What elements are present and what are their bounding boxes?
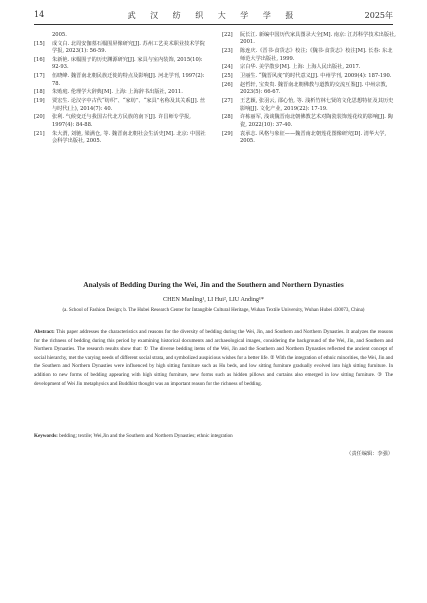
english-title: Analysis of Bedding During the Wei, Jin and the Southern and Northern Dynasties: [83, 280, 344, 289]
reference-item: [34, 114, 208, 129]
reference-column-right: [222, 32, 396, 147]
english-abstract: [34, 328, 393, 388]
reference-text: 成文白. 北周安伽墓石榻围屏像研究[J]. 苏州工艺美术职业技术学院学报, 2023(1): 56-59.: [52, 40, 205, 55]
reference-number: [16]: [34, 57, 45, 63]
reference-number: [18]: [34, 89, 45, 96]
reference-number: [26]: [222, 82, 233, 88]
running-header: [34, 10, 393, 22]
reference-text: 贾宏生. 论汉字中古代“纺织”、“家纺”、“家具”名称及其关系[J]. 丝与时代(上), 2014(7): 40.: [52, 98, 206, 112]
reference-text: 王艺颖, 张羽云, 邵心怡, 等. 浅析竹林七贤的文化思想特征及其历史影响[J]. 文化产业, 2019(22): 17-19.: [240, 98, 394, 112]
abstract-label: Abstract:: [34, 329, 55, 335]
reference-number: [22]: [222, 32, 233, 38]
reference-item: [222, 131, 396, 146]
reference-text: 陈连庆.《晋书·食货志》校注;《魏书·食货志》校注[M]. 长春: 东北师范大学出版社, 1999.: [240, 48, 393, 62]
reference-number: [23]: [222, 48, 233, 55]
keywords-text: bedding; textile; Wei,Jin and the Southern and Northern Dynasties; ethnic integration: [59, 433, 233, 439]
reference-number: [29]: [222, 130, 233, 137]
reference-number: [19]: [34, 98, 45, 105]
journal-name: 武 汉 纺 织 大 学 学 报: [127, 11, 300, 20]
reference-number: [21]: [34, 130, 45, 137]
responsible-editor: （责任编辑：李强）: [346, 451, 393, 457]
reference-item: [222, 64, 396, 71]
reference-item: [34, 41, 208, 56]
reference-item: [222, 48, 396, 63]
reference-number: [20]: [34, 114, 45, 121]
reference-item: [34, 98, 208, 113]
reference-text: 朱新艳. 床榻围子的历史渊源研究[J]. 家具与室内装饰, 2015(10): 92-93.: [52, 57, 203, 71]
keywords-label: Keywords:: [34, 433, 58, 439]
reference-item: [222, 82, 396, 97]
reference-number: [28]: [222, 114, 233, 121]
reference-item: [222, 98, 396, 113]
reference-number: [15]: [34, 40, 45, 47]
abstract-text: This paper addresses the characteristics and reasons for the diversity of bedding during the Wei, Jin, and Southern and Northern Dynasties. It analyzes the reasons for the richness of bedding during this period by examining historical documents and archaeological images, considering the background of the Wei, Jin, and Southern and Northern Dynasties. The research results show that: ① The diverse bedding items of the Wei, Jin and the Southern and Northern Dynasties reflected the ancient concept of social hierarchy, met the varying needs of different social strata, and symbolized auspicious wishes for a better life. ② With the integration of ethnic minorities, the Wei, Jin and the Southern and Northern Dynasties were influenced by high sitting furniture such as Hu beds, and low sitting furniture gradually evolved into high sitting furniture. In addition to new forms of bedding appearing with high sitting furniture, new forms such as hidden pillows and curtains also emerged in low sitting furniture. ③ The development of Wei Jin metaphysics and Buddhist thought was an important reason for the richness of bedding.: [34, 329, 393, 387]
reference-item: [222, 32, 396, 47]
reference-item: [34, 89, 208, 96]
reference-number: [27]: [222, 98, 233, 105]
reference-number: [25]: [222, 73, 233, 80]
reference-column-left: [34, 32, 208, 147]
reference-text: 赵哲轩, 宝贵贵. 魏晋南北朝佛教与道教的交流互鉴[J]. 中州宗教, 2023(5): 66-67.: [240, 82, 388, 96]
reference-number: [24]: [222, 64, 233, 71]
reference-text: 阮长江. 新编中国历代家具图录大全[M]. 南京: 江苏科学技术出版社, 2001.: [240, 32, 396, 46]
reference-text: 朱大渭, 刘驰, 梁满仓, 等. 魏晋南北朝社会生活史[M]. 北京: 中国社会科学出版社, 2005.: [52, 130, 206, 145]
reference-number: [17]: [34, 73, 45, 80]
reference-text: 伍晓峰. 魏晋南北朝民族迁徙的特点及影响[J]. 河北学刊, 1997(2): 78.: [52, 73, 205, 87]
reference-item: [222, 73, 396, 80]
reference-text: 袁承志. 风格与象征——魏晋南北朝莲花图像研究[D]. 清华大学, 2005.: [240, 130, 387, 145]
reference-item: [34, 32, 208, 39]
reference-text: 张利. 气候变迁与我国古代北方民族的南下[J]. 许昌师专学报, 1997(4): 84-88.: [52, 114, 191, 128]
reference-text: 卫丽生. “魏晋风度”的时代意义[J]. 中州学刊, 2009(4): 187-190.: [240, 73, 392, 80]
english-affiliation: (a. School of Fashion Design; b. The Hubei Research Center for Intangible Cultural Heritage, Wuhan Textile University, Wuhan Hubei 430073, China): [62, 308, 365, 313]
english-keywords: [34, 433, 393, 440]
reference-item: [34, 57, 208, 72]
page-number: 14: [34, 10, 45, 19]
reference-text: 许栋丽军, 浅谈魏晋南北朝佛教艺术对陶瓷装饰莲花纹的影响[J]. 陶瓷, 2022(10): 37-40.: [240, 114, 393, 128]
reference-item: [222, 114, 396, 129]
reference-text: 2005.: [52, 32, 67, 38]
reference-text: 宗白华. 美学散步[M]. 上海: 上海人民出版社, 2017.: [240, 64, 361, 71]
reference-item: [34, 131, 208, 146]
header-rule: [34, 24, 393, 25]
english-authors: CHEN Manling¹, LI Hui², LIU Anding¹*: [163, 296, 264, 303]
reference-text: 朱贻庭. 伦理学大辞典[M]. 上海: 上海辞书出版社, 2011.: [52, 89, 183, 96]
reference-item: [34, 73, 208, 88]
journal-year: 2025年: [364, 11, 393, 20]
